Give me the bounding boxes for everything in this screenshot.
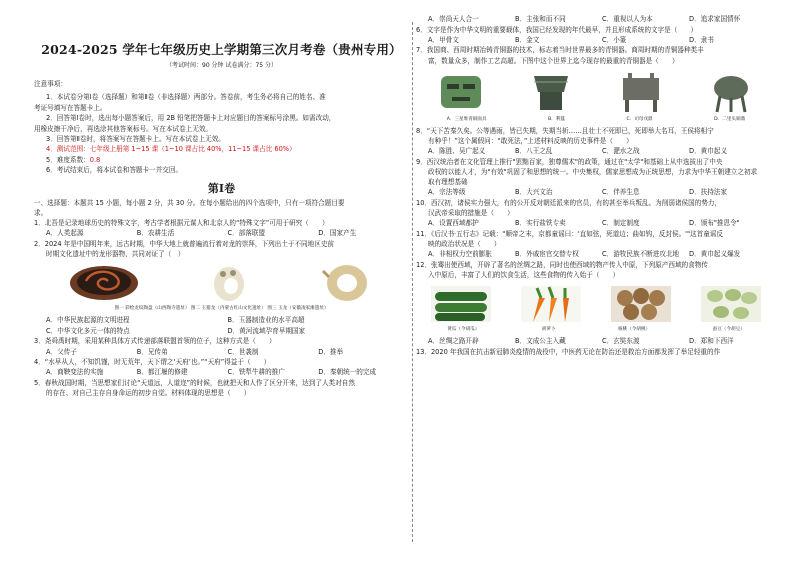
option-d[interactable]: D．秦朝统一的完成 xyxy=(318,368,377,377)
option-a[interactable]: A．陈胜、吴广起义 xyxy=(428,147,486,156)
option-a[interactable]: A．人类起源 xyxy=(46,229,84,238)
option-a[interactable]: A．商鞅变法的实施 xyxy=(46,368,104,377)
option-b[interactable]: B．文成公主入藏 xyxy=(515,337,566,346)
question-7-stem: 7．我国商、西周时期冶铸青铜器的技术，标志着当时世界最多的青铜器。商周时期的青铜器种类丰 xyxy=(416,46,704,55)
question-3-stem: 3．尧舜禹时期，采用某种具体方式传递部落联盟首领的位子，这种方式是（ ） xyxy=(34,337,276,346)
instruction: 一、选择题：本题共 15 小题，每小题 2 分，共 30 分。在每小题给出的四个选项中，只有一项符合题目要 xyxy=(34,198,345,207)
broad-bean-image xyxy=(699,284,763,324)
option-a[interactable]: A．丝绸之路开辟 xyxy=(428,337,479,346)
question-5-options xyxy=(416,14,776,25)
option-d[interactable]: D．黄巾起义爆发 xyxy=(689,250,741,259)
question-8-stem: 有种乎！”这个属假问：“敢死法，”上述材料反映的历史事件是（ ） xyxy=(428,137,633,145)
question-13-stem: 13．2020 年我国在抗击新冠肺炎疫情的战役中，中医药无论在防治还是救治方面都发挥了举足轻重的作 xyxy=(416,348,721,356)
question-7-stem: 富，数量众多，制作工艺高超。下图中这个世界上迄今现存的最重的青铜器是（ ） xyxy=(428,56,679,65)
option-a[interactable]: A．甲骨文 xyxy=(428,35,459,44)
image-caption: 黄瓜（今胡瓜） xyxy=(447,327,480,333)
question-3-options xyxy=(34,347,409,358)
option-b[interactable]: B．实行盐铁专卖 xyxy=(515,219,566,228)
option-a[interactable]: A．宗法等级 xyxy=(428,188,466,197)
jade-dragon-image xyxy=(319,263,375,303)
option-c[interactable]: C．淝水之战 xyxy=(602,147,640,156)
option-b[interactable]: B．都江堰的修建 xyxy=(136,368,188,377)
question-8-stem: 8．“天下苦秦久矣。公等遇雨，皆已失期，失期当斩……且壮士不死即已，死即举大名耳，王侯将相宁 xyxy=(416,126,714,135)
image-caption[interactable]: B．利簋 xyxy=(548,116,566,122)
image-caption: 图二 玉猪龙（内蒙古红山文化遗址） xyxy=(190,306,266,312)
column-divider xyxy=(412,22,413,542)
walnut-image xyxy=(609,284,673,324)
option-d[interactable]: D．颁布"推恩令" xyxy=(689,219,740,228)
left-column xyxy=(34,22,409,398)
option-c[interactable]: C．游牧民族不断进攻北地 xyxy=(602,250,680,259)
option-c[interactable]: C．小篆 xyxy=(602,35,627,44)
option-b[interactable]: B．大兴文治 xyxy=(515,188,553,197)
question-8-options xyxy=(416,146,776,157)
question-5-stem: 的存在、对自己主存自身命运的初步自觉。材料体现的思想是（ ） xyxy=(46,389,251,398)
option-b[interactable]: B．兄传弟 xyxy=(136,347,168,356)
section-heading: 第Ⅰ卷 xyxy=(207,181,236,195)
image-caption[interactable]: C．司母戊鼎 xyxy=(626,116,653,122)
option-d[interactable]: D．黄河流域孕育早期国家 xyxy=(227,326,306,335)
question-12-images xyxy=(416,284,776,324)
li-gui-vessel-image xyxy=(528,70,574,114)
question-12-captions xyxy=(416,326,776,332)
question-10-options xyxy=(416,218,776,229)
question-2-captions xyxy=(34,305,409,311)
note-line: 考证号填写在答题卡上。 xyxy=(34,103,107,112)
question-9-stem: 政权的以能人才，为"有效"巩固了和思想的统一。中央集权，儒家思想成为正统思想，力求为中华王朝建立之初求 xyxy=(428,168,758,176)
image-caption: 图三 玉龙（安徽凌家滩遗址） xyxy=(267,306,329,312)
jade-pig-dragon-image xyxy=(207,263,251,303)
option-a[interactable]: A．设置西域都护 xyxy=(428,219,479,228)
question-6-options xyxy=(416,35,776,46)
right-column xyxy=(416,15,776,357)
option-d[interactable]: D．国家产生 xyxy=(318,229,357,238)
painted-dragon-plate-image xyxy=(68,263,140,303)
question-2-stem: 2．2024 年是中国明年来，远古时期，中华大地上就普遍流行着对龙的崇拜，下列出土于不同地区史前 xyxy=(34,239,335,248)
note-line: 1．本试卷分第Ⅰ卷（选择题）和第Ⅱ卷（非选择题）两部分。答卷前，考生务必将自己的姓名、准 xyxy=(46,93,326,102)
test-scope: 4．测试范围：七年级上册第 1~15 课（1~10 课占比 40%，11~15 课占比 60%） xyxy=(46,145,296,154)
question-11-stem: 映的政治状况是（ ） xyxy=(428,240,501,249)
simuwu-ding-image xyxy=(618,70,664,114)
question-9-stem: 9．西汉统治者在文化管理上推行"罢黜百家，独尊儒术"的政策，通过在"太学"和基础上从中选拔出了中央 xyxy=(416,157,723,166)
question-7-images xyxy=(416,70,776,114)
image-caption: 蚕豆（今胡豆） xyxy=(712,327,745,333)
bronze-mask-image xyxy=(438,70,484,114)
option-c[interactable]: C．铁犁牛耕的推广 xyxy=(227,368,285,377)
question-2-stem: 时期文化遗址中的龙形器物，共同对证了（ ） xyxy=(46,250,185,259)
erlitou-ding-image xyxy=(708,70,754,114)
image-caption[interactable]: D．二里头铜鼎 xyxy=(714,116,746,122)
option-c[interactable]: C．重视以人为本 xyxy=(602,15,653,23)
option-c[interactable]: C．制定制度 xyxy=(602,219,640,228)
option-b[interactable]: B．外戚宦官交替专权 xyxy=(515,250,579,259)
option-d[interactable]: D．扶持法家 xyxy=(689,188,728,197)
exam-title: 2024-2025 学年七年级历史上学期第三次月考卷（贵州专用） xyxy=(41,42,402,57)
notes-heading: 注意事项： xyxy=(34,80,67,88)
option-d[interactable]: D．隶书 xyxy=(689,35,714,44)
question-6-stem: 6．文字是作为中华文明的重要载体，我国已经发现的年代最早，并且形成系统的文字是（ ） xyxy=(416,25,698,34)
option-a[interactable]: A．非相权力空前膨胀 xyxy=(428,250,492,259)
question-1-options xyxy=(34,228,409,239)
option-b[interactable]: B．八王之乱 xyxy=(515,147,553,156)
carrot-image xyxy=(519,284,583,324)
option-c[interactable]: C．玄奘东渡 xyxy=(602,337,640,346)
option-b[interactable]: B．玉器制造业的水平高超 xyxy=(227,316,305,325)
option-a[interactable]: A．崇尚天人合一 xyxy=(428,15,479,23)
question-12-options xyxy=(416,336,776,347)
question-2-images xyxy=(34,263,409,303)
question-11-options xyxy=(416,249,776,260)
option-d[interactable]: D．黄巾起义 xyxy=(689,147,728,156)
difficulty-value: 0.8 xyxy=(89,155,101,164)
option-a[interactable]: A．父传子 xyxy=(46,347,77,356)
option-c[interactable]: C．中华文化多元一体的特点 xyxy=(46,326,130,335)
option-c[interactable]: C．伴养生息 xyxy=(602,188,640,197)
question-2-options-row1 xyxy=(34,315,409,326)
question-12-stem: 12．张骞出使西域，开辟了著名的丝绸之路，同时也使西域的物产传入中原，下列原产西域的食物传 xyxy=(416,261,708,269)
option-a[interactable]: A．中华民族起源的文明进程 xyxy=(46,316,130,325)
difficulty xyxy=(34,155,409,165)
question-11-stem: 11．《后汉书·五行志》记载："顺帝之末，京都童谣曰：'直如弦，死道边；曲如钩，反封侯。'"这首童谣反 xyxy=(416,230,724,238)
question-4-stem: 4．“水早从人，不知饥馑，时无荒年，天下谓之‘天府’也。”“天府”得益于（ ） xyxy=(34,358,271,367)
difficulty-label: 5．难度系数： xyxy=(46,155,90,164)
option-b[interactable]: B．金文 xyxy=(515,35,540,44)
question-12-stem: 入中原后，丰富了人们的饮食生活，这些食物的传入始于（ ） xyxy=(428,271,620,280)
question-2-options-row2 xyxy=(34,326,409,337)
option-d[interactable]: D．推举 xyxy=(318,347,344,356)
option-c[interactable]: C．部落联盟 xyxy=(227,229,266,238)
option-b[interactable]: B．农耕生活 xyxy=(136,229,175,238)
exam-subtitle: （考试时间：90 分钟 试卷满分：75 分） xyxy=(166,62,277,69)
question-5-stem: 5．春秋战国时期，当思想家们讨论“天道远，人道迩”的时候，也就把天和人作了区分开来，达到了人类对自然 xyxy=(34,379,355,388)
option-b[interactable]: B．主张和而不同 xyxy=(515,15,566,23)
note-line: 3．回答第Ⅱ卷时，将答案写在答题卡上。写在本试卷上无效。 xyxy=(46,135,225,144)
question-10-stem: 10．西汉初，诸侯实力强大，有的公开反对朝廷派来的官员，有的甚至举兵叛乱。为削弱诸侯国的势力， xyxy=(416,199,722,207)
option-d[interactable]: D．追求家国情怀 xyxy=(689,15,741,23)
image-caption: 图一 彩绘龙纹陶盘（山西陶寺遗址） xyxy=(114,306,190,312)
cucumber-image xyxy=(429,284,493,324)
option-c[interactable]: C．世袭制 xyxy=(227,347,259,356)
image-caption: 胡萝卜 xyxy=(541,327,556,333)
note-line: 用橡皮擦干净后，再选涂其他答案标号。写在本试卷上无效。 xyxy=(34,124,213,133)
question-4-options xyxy=(34,367,409,378)
question-10-stem: 汉武帝采取的措施是（ ） xyxy=(428,209,514,218)
image-caption[interactable]: A．三星堆青铜面具 xyxy=(446,116,487,122)
question-9-stem: 取有理想基础 xyxy=(428,178,468,187)
note-line: 6．考试结束后，将本试卷和答题卡一并交回。 xyxy=(46,166,183,175)
note-line: 2．回答第Ⅰ卷时，选出每小题答案后，用 2B 铅笔把答题卡上对应题目的答案标号涂黑。如需改动， xyxy=(46,114,336,123)
option-d[interactable]: D．郑和下西洋 xyxy=(689,337,734,346)
question-9-options xyxy=(416,187,776,198)
question-1-stem: 1．北吾是记录地球历史的特殊文字，考古学者根据元谋人和北京人的“特殊文字”可用于研究（ ） xyxy=(34,219,329,228)
question-7-captions xyxy=(416,116,776,122)
instruction: 求。 xyxy=(34,208,48,217)
image-caption: 核桃（今胡桃） xyxy=(618,327,651,333)
